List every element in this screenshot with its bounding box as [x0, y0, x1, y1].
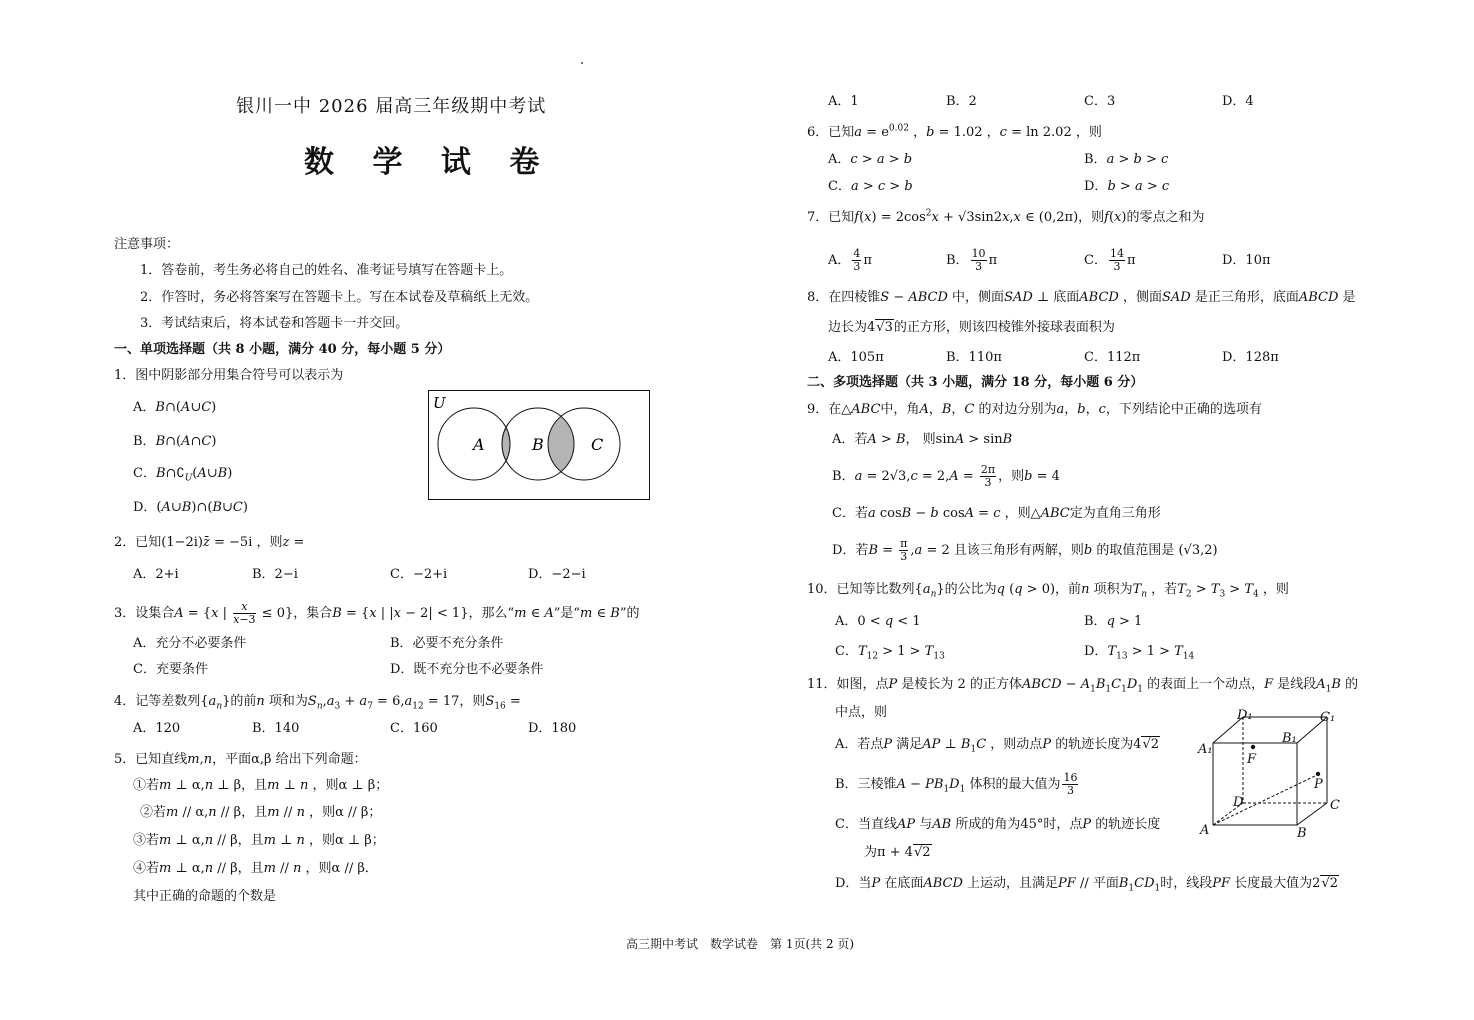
q11-stem-line1: 11．如图，点P 是棱长为 2 的正方体ABCD − $A_1B_1C_1D_1$ 的表面上一个动点，F 是线段$A_1B$ 的 [807, 677, 1359, 695]
label-c1: C₁ [1320, 710, 1336, 725]
cube-diagram [1195, 705, 1345, 840]
q1-option-b: B．B∩(A∩C) [133, 434, 217, 449]
q4-option: D．180 [528, 721, 577, 736]
q7-option-b: B． $\frac{10}{3}$ π [946, 247, 998, 273]
q10-option-c: C．$T_{12} > 1 > T_{13}$ [835, 644, 945, 662]
label-c: C [1330, 798, 1340, 813]
q3-option: A．充分不必要条件 [133, 636, 247, 651]
q9-option-a: A．若A > B， 则sinA > sinB [832, 432, 1013, 447]
q6-option-b: B．a > b > c [1084, 152, 1169, 167]
q9-option-d: D．若B = $\frac{\pi}{3}$ ,a = 2 且该三角形有两解，则b 的取值范围是 (√3,2) [832, 537, 1218, 563]
note-item: 3．考试结束后，将本试卷和答题卡一并交回。 [140, 316, 409, 331]
label-b1: B₁ [1282, 731, 1297, 746]
set-c-label: C [591, 435, 604, 454]
q1-stem: 1．图中阴影部分用集合符号可以表示为 [114, 368, 344, 383]
q5-prop-4: ④若m ⊥ α,n // β，且m // n ，则α // β． [133, 861, 378, 876]
page-footer: 高三期中考试 数学试卷 第 1页(共 2 页) [626, 937, 855, 951]
exam-title: 银川一中 2026 届高三年级期中考试 [236, 96, 547, 117]
label-a1: A₁ [1198, 742, 1213, 757]
q1-option-c: C．$B\cap∁_U(A\cup B)$ [133, 466, 233, 484]
q4-option: A．120 [133, 721, 181, 736]
q10-option-d: D．$T_{13} > 1 > T_{14}$ [1084, 644, 1195, 662]
label-b: B [1297, 826, 1307, 840]
section2-heading: 二、多项选择题（共 3 小题，满分 18 分，每小题 6 分） [807, 375, 1144, 390]
label-p: P [1314, 777, 1323, 792]
q11-option-b: B．三棱锥$A - PB_1D_1$ 体积的最大值为 $\frac{16}{3}$ [835, 771, 1078, 797]
q10-option-a: A．0 < q < 1 [835, 614, 921, 629]
label-a: A [1200, 823, 1210, 838]
q6-option-c: C．a > c > b [828, 179, 913, 194]
q5-option: B．2 [946, 94, 977, 109]
q3-option: B．必要不充分条件 [390, 636, 504, 651]
q3-stem: 3．设集合A = {x | $\frac{x}{x-3}$ ≤ 0}，集合B = {x | |x − 2| < 1}，那么“m ∈ A”是“m ∈ B”的 [114, 600, 640, 626]
line-ap [1213, 775, 1317, 825]
q4-option: B．140 [252, 721, 300, 736]
q6-option-d: D．b > a > c [1084, 179, 1170, 194]
q1-option-a: A．B∩(A∪C) [133, 400, 217, 415]
q11-option-a: A．若点P 满足AP ⊥ $B_1C$ ，则动点P 的轨迹长度为4√2 [835, 737, 1160, 755]
q5-ending: 其中正确的命题的个数是 [133, 889, 277, 904]
point-f [1251, 745, 1255, 749]
set-a-label: A [473, 435, 485, 454]
notes-heading: 注意事项： [114, 237, 180, 252]
q11-option-c-line2: 为π + 4√2 [864, 845, 931, 860]
q11-option-d: D．当P 在底面ABCD 上运动，且满足PF // 平面$B_1CD_1$时，线段PF 长度最大值为2√2 [835, 876, 1339, 894]
q11-option-c-line1: C．当直线AP 与AB 所成的角为45°时，点P 的轨迹长度 [835, 817, 1161, 832]
q5-stem: 5．已知直线m,n，平面α,β 给出下列命题： [114, 752, 367, 767]
q6-option-a: A．c > a > b [828, 152, 913, 167]
q8-stem-line1: 8．在四棱锥S − ABCD 中，侧面SAD ⊥ 底面ABCD ，侧面SAD 是正三角形，底面ABCD 是 [807, 290, 1356, 305]
q7-option-d: D．10π [1222, 253, 1271, 268]
note-item: 2．作答时，务必将答案写在答题卡上。写在本试卷及草稿纸上无效。 [140, 290, 539, 305]
q5-option: A．1 [828, 94, 859, 109]
q11-stem-line2: 中点，则 [835, 705, 888, 720]
universe-label: U [433, 394, 446, 412]
q9-stem: 9．在△ABC中，角A，B，C 的对边分别为a，b，c，下列结论中正确的选项有 [807, 402, 1262, 417]
q3-option: C．充要条件 [133, 662, 208, 677]
q5-option: C．3 [1084, 94, 1116, 109]
q5-prop-3: ③若m ⊥ α,n // β，且m ⊥ n ，则α ⊥ β； [133, 833, 385, 848]
q6-stem: 6．已知$a = e^{0.02}$ ，b = 1.02 ，c = ln 2.02 ，则 [807, 123, 1102, 140]
speck [581, 62, 583, 64]
q5-prop-1: ①若m ⊥ α,n ⊥ β，且m ⊥ n ，则α ⊥ β； [133, 778, 389, 793]
label-d: D [1233, 795, 1244, 810]
q4-option: C．160 [390, 721, 438, 736]
q10-stem: 10．已知等比数列$\{a_n\}$的公比为q (q > 0)，前n 项积为$T_n$ ，若$T_2 > T_3 > T_4$ ，则 [807, 582, 1289, 600]
q7-option-a: A． $\frac{4}{3}$ π [828, 247, 872, 273]
q2-option: B．2−i [252, 567, 298, 582]
q5-option: D．4 [1222, 94, 1254, 109]
q1-option-d: D．(A∪B)∩(B∪C) [133, 500, 248, 515]
note-item: 1．答卷前，考生务必将自己的姓名、准考证号填写在答题卡上。 [140, 263, 513, 278]
label-f: F [1247, 752, 1257, 767]
q7-stem: 7．已知$f(x) = 2\cos^2x + √3\sin 2x,x$ ∈ (0,2π)，则f(x)的零点之和为 [807, 208, 1205, 225]
subject-title: 数 学 试 卷 [304, 145, 554, 180]
q9-option-b: B．a = 2√3,c = 2,A = $\frac{2\pi}{3}$ ，则b = 4 [832, 463, 1060, 489]
q8-option: A．105π [828, 350, 884, 365]
q4-stem: 4．记等差数列$\{a_n\}$的前n 项和为$S_n,a_3 + a_7 = 6,a_{12} = 17$，则$S_{16}$ = [114, 694, 521, 712]
q3-option: D．既不充分也不必要条件 [390, 662, 544, 677]
q10-option-b: B．q > 1 [1084, 614, 1143, 629]
q8-stem-line2: 边长为4√3的正方形，则该四棱锥外接球表面积为 [828, 320, 1115, 335]
q8-option: C．112π [1084, 350, 1141, 365]
section1-heading: 一、单项选择题（共 8 小题，满分 40 分，每小题 5 分） [114, 342, 451, 357]
q8-option: B．110π [946, 350, 1002, 365]
venn-diagram [428, 390, 650, 500]
point-p [1316, 772, 1320, 776]
label-d1: D₁ [1237, 708, 1253, 723]
q2-option: D．−2−i [528, 567, 586, 582]
q8-option: D．128π [1222, 350, 1279, 365]
q2-option: C．−2+i [390, 567, 448, 582]
q9-option-c: C．若a cosB − b cosA = c ，则△ABC定为直角三角形 [832, 506, 1161, 521]
set-b-label: B [532, 435, 544, 454]
q5-prop-2: ②若m // α,n // β，且m // n ，则α // β； [140, 805, 382, 820]
q7-option-c: C． $\frac{14}{3}$ π [1084, 247, 1136, 273]
q2-stem: 2．已知(1−2i)z̄ = −5i ，则z = [114, 535, 305, 550]
q2-option: A．2+i [133, 567, 179, 582]
